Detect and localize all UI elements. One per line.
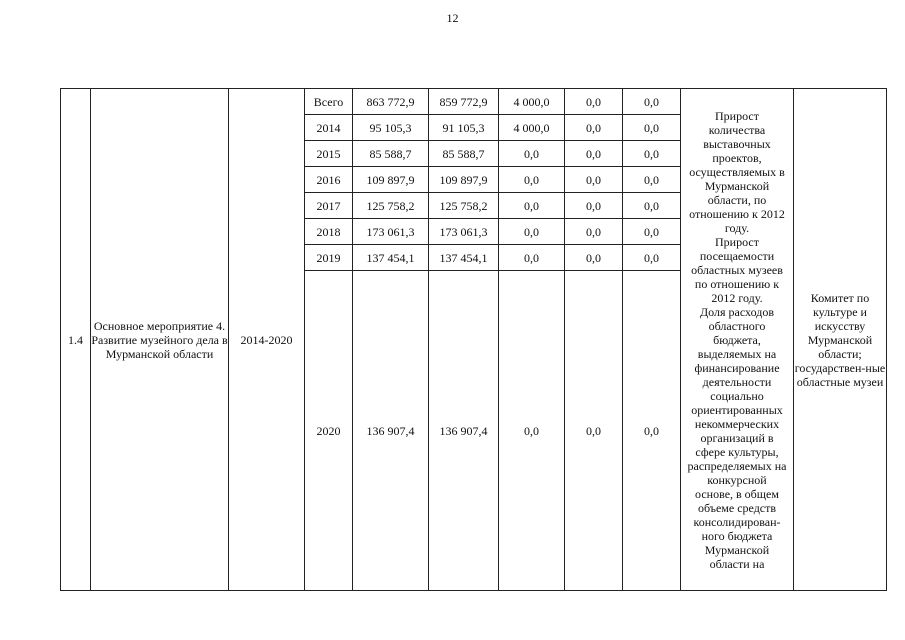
- indicator-line: конкурсной: [707, 472, 767, 487]
- finance-total: 137 454,1: [353, 245, 429, 271]
- indicator-line: Прирост: [715, 234, 759, 249]
- finance-col1: 137 454,1: [429, 245, 499, 271]
- period: 2014-2020: [229, 89, 305, 591]
- finance-total: 85 588,7: [353, 141, 429, 167]
- indicator-line: по отношению к: [694, 276, 780, 291]
- program-table: [60, 88, 887, 591]
- indicator-line: Доля расходов: [700, 304, 774, 319]
- finance-col3: 0,0: [565, 89, 623, 115]
- indicator-line: объеме средств: [697, 500, 777, 515]
- indicator-line: деятельности: [702, 374, 772, 389]
- finance-year: 2014: [305, 115, 353, 141]
- finance-col4: 0,0: [623, 193, 681, 219]
- indicator-line: ного бюджета: [701, 528, 773, 543]
- finance-col1: 91 105,3: [429, 115, 499, 141]
- indicator-line: некоммерческих: [694, 416, 780, 431]
- indicator-line: сфере культуры,: [695, 444, 779, 459]
- indicator-line: Прирост: [715, 108, 759, 123]
- page-number: 12: [446, 11, 459, 25]
- indicators-cell: [681, 89, 794, 591]
- finance-col1: 173 061,3: [429, 219, 499, 245]
- indicator-line: бюджета,: [713, 332, 761, 347]
- indicator-line: области, по: [707, 192, 767, 207]
- finance-col1: 109 897,9: [429, 167, 499, 193]
- indicator-line: осуществляемых в: [689, 164, 785, 179]
- indicator-line: областного: [708, 318, 766, 333]
- finance-col1: 125 758,2: [429, 193, 499, 219]
- finance-col2: 0,0: [499, 271, 565, 591]
- finance-col4: 0,0: [623, 115, 681, 141]
- finance-col2: 0,0: [499, 193, 565, 219]
- finance-total: 863 772,9: [353, 89, 429, 115]
- finance-col4: 0,0: [623, 245, 681, 271]
- finance-year: 2017: [305, 193, 353, 219]
- finance-col3: 0,0: [565, 219, 623, 245]
- finance-col3: 0,0: [565, 141, 623, 167]
- finance-col3: 0,0: [565, 193, 623, 219]
- indicator-line: ориентированных: [691, 402, 783, 417]
- indicator-line: отношению к 2012: [689, 206, 785, 221]
- indicator-line: областных музеев: [691, 262, 783, 277]
- indicator-line: основе, в общем: [695, 486, 779, 501]
- indicator-line: выставочных: [703, 136, 771, 151]
- finance-total: 95 105,3: [353, 115, 429, 141]
- indicator-line: области на: [709, 556, 765, 571]
- finance-col4: 0,0: [623, 271, 681, 591]
- indicator-line: социально: [710, 388, 764, 403]
- table-row: [61, 89, 887, 115]
- indicator-line: финансирование: [694, 360, 780, 375]
- finance-col2: 4 000,0: [499, 89, 565, 115]
- finance-year: 2018: [305, 219, 353, 245]
- indicator-line: Мурманской: [704, 178, 770, 193]
- finance-total: 109 897,9: [353, 167, 429, 193]
- finance-year: 2020: [305, 271, 353, 591]
- finance-col2: 0,0: [499, 141, 565, 167]
- finance-col1: 85 588,7: [429, 141, 499, 167]
- finance-year: Всего: [305, 89, 353, 115]
- finance-col4: 0,0: [623, 141, 681, 167]
- finance-col1: 136 907,4: [429, 271, 499, 591]
- row-index: 1.4: [61, 89, 91, 591]
- indicator-line: распределяемых на: [687, 458, 787, 473]
- finance-col4: 0,0: [623, 219, 681, 245]
- indicator-line: Мурманской: [704, 542, 770, 557]
- activity-name: Основное мероприятие 4. Развитие музейного дела в Мурманской области: [91, 89, 229, 591]
- finance-col4: 0,0: [623, 167, 681, 193]
- finance-col4: 0,0: [623, 89, 681, 115]
- finance-col1: 859 772,9: [429, 89, 499, 115]
- indicator-line: количества: [708, 122, 766, 137]
- indicator-line: 2012 году.: [711, 290, 763, 305]
- finance-col2: 0,0: [499, 245, 565, 271]
- finance-col2: 0,0: [499, 167, 565, 193]
- finance-year: 2015: [305, 141, 353, 167]
- indicator-line: консолидирован-: [693, 514, 781, 529]
- finance-year: 2019: [305, 245, 353, 271]
- finance-col3: 0,0: [565, 245, 623, 271]
- finance-total: 125 758,2: [353, 193, 429, 219]
- indicator-line: выделяемых на: [697, 346, 777, 361]
- finance-total: 136 907,4: [353, 271, 429, 591]
- indicator-line: году.: [724, 220, 750, 235]
- indicators-text: [681, 109, 793, 571]
- finance-col3: 0,0: [565, 115, 623, 141]
- indicator-line: организаций в: [700, 430, 774, 445]
- finance-total: 173 061,3: [353, 219, 429, 245]
- finance-col2: 4 000,0: [499, 115, 565, 141]
- executor: Комитет по культуре и искусству Мурманской области; государствен-ные областные музеи: [794, 89, 887, 591]
- finance-year: 2016: [305, 167, 353, 193]
- finance-col2: 0,0: [499, 219, 565, 245]
- finance-col3: 0,0: [565, 167, 623, 193]
- finance-col3: 0,0: [565, 271, 623, 591]
- indicator-line: посещаемости: [699, 248, 775, 263]
- indicator-line: проектов,: [712, 150, 762, 165]
